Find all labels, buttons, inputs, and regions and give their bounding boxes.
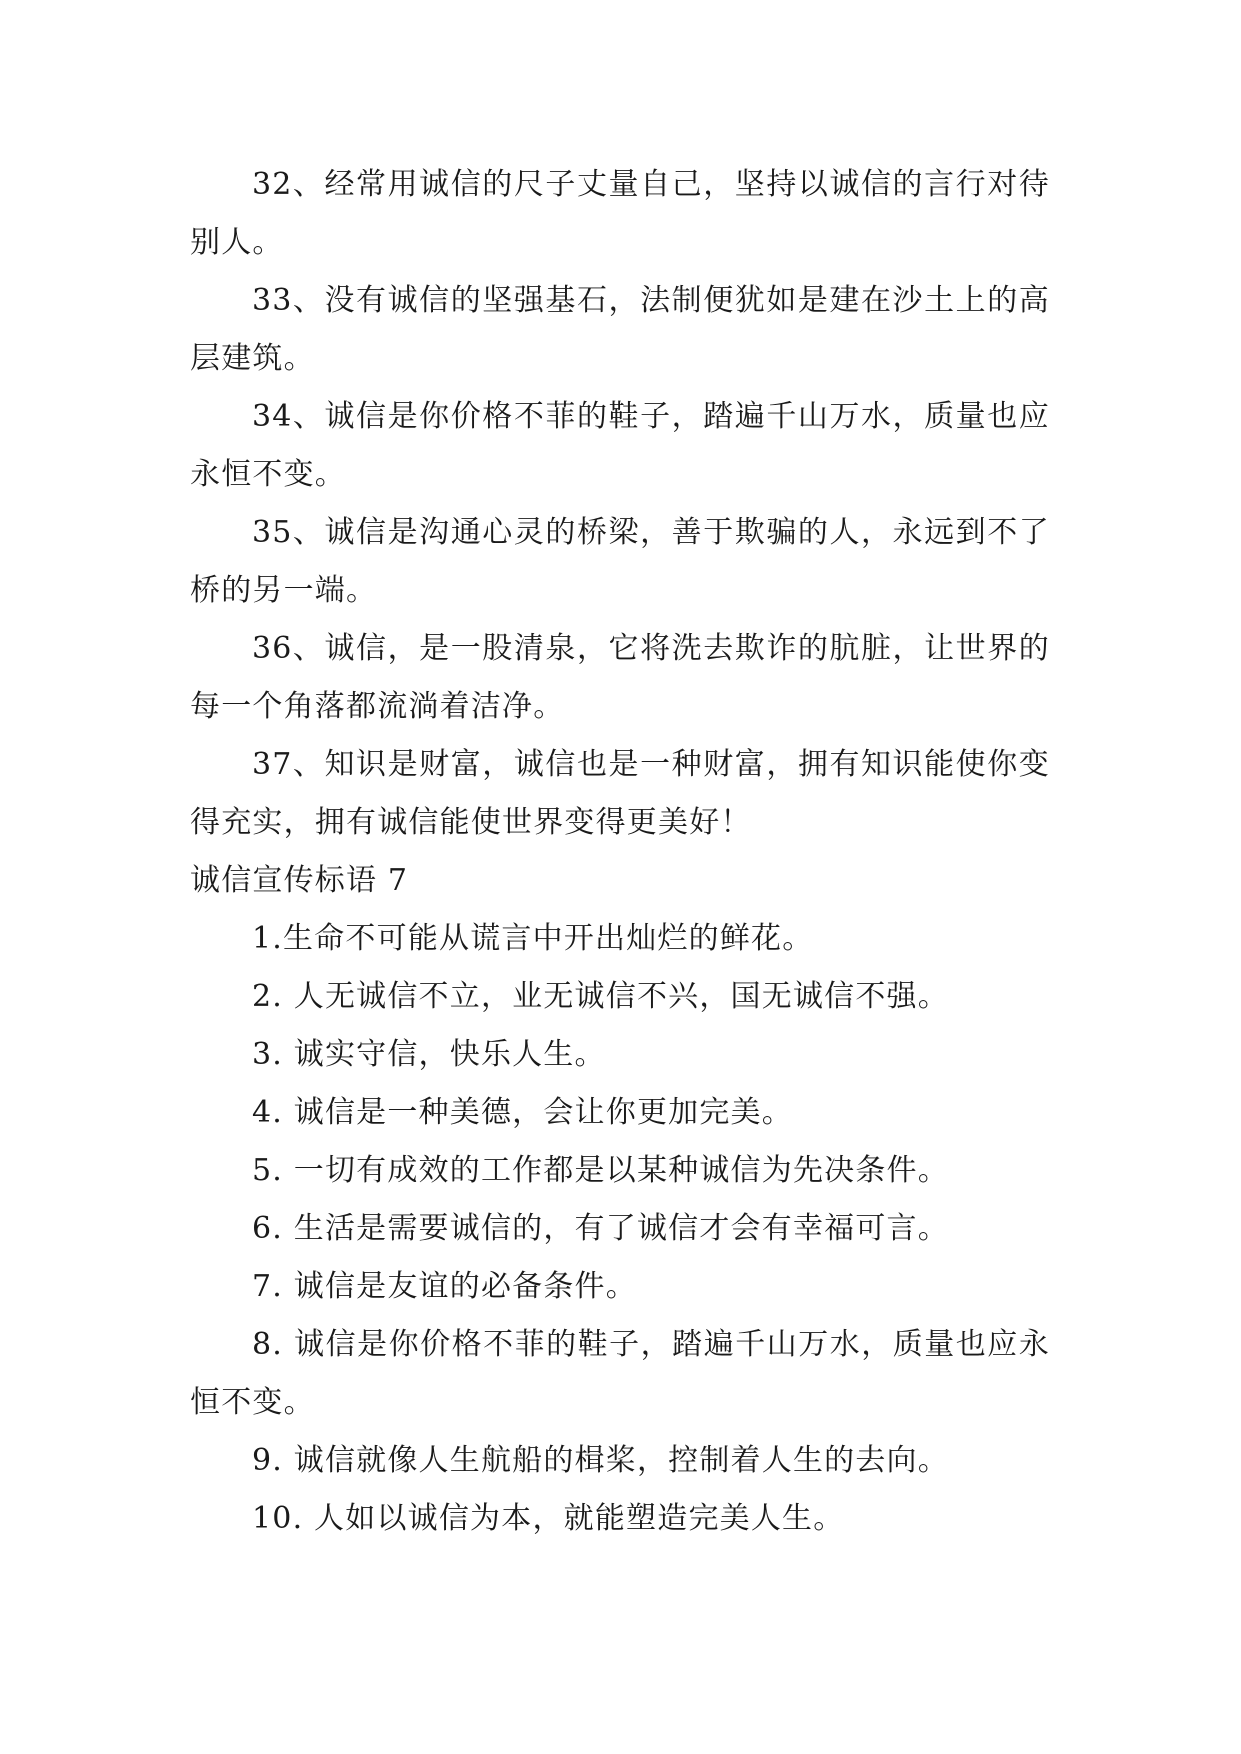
slogan-2: 2. 人无诚信不立，业无诚信不兴，国无诚信不强。 [252,979,949,1014]
slogan-10: 10. 人如以诚信为本，就能塑造完美人生。 [252,1501,845,1536]
section-heading: 诚信宣传标语 7 [190,863,409,898]
paragraph-37: 37、知识是财富，诚信也是一种财富，拥有知识能使你变得充实，拥有诚信能使世界变得更美好！ [190,747,1050,840]
paragraph-36: 36、诚信，是一股清泉，它将洗去欺诈的肮脏，让世界的每一个角落都流淌着洁净。 [190,631,1050,724]
document-body [190,156,1050,1548]
slogan-7: 7. 诚信是友谊的必备条件。 [252,1269,637,1304]
paragraph-35: 35、诚信是沟通心灵的桥梁，善于欺骗的人，永远到不了桥的另一端。 [190,515,1050,608]
slogan-1: 1.生命不可能从谎言中开出灿烂的鲜花。 [252,921,814,956]
paragraph-34: 34、诚信是你价格不菲的鞋子，踏遍千山万水，质量也应永恒不变。 [190,399,1050,492]
slogan-3: 3. 诚实守信，快乐人生。 [252,1037,606,1072]
slogan-6: 6. 生活是需要诚信的，有了诚信才会有幸福可言。 [252,1211,949,1246]
paragraph-33: 33、没有诚信的坚强基石，法制便犹如是建在沙土上的高层建筑。 [190,283,1050,376]
slogan-4: 4. 诚信是一种美德，会让你更加完美。 [252,1095,793,1130]
paragraph-32: 32、经常用诚信的尺子丈量自己，坚持以诚信的言行对待别人。 [190,167,1050,260]
slogan-8: 8. 诚信是你价格不菲的鞋子，踏遍千山万水，质量也应永恒不变。 [190,1327,1050,1420]
slogan-5: 5. 一切有成效的工作都是以某种诚信为先决条件。 [252,1153,949,1188]
slogan-9: 9. 诚信就像人生航船的楫桨，控制着人生的去向。 [252,1443,949,1478]
